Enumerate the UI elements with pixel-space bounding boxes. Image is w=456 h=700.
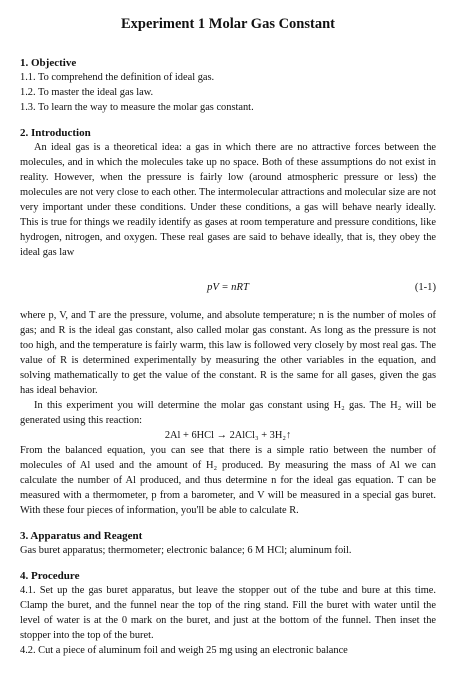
document-title: Experiment 1 Molar Gas Constant	[120, 16, 335, 32]
procedure-step-cut-off: 4.2. Cut a piece of aluminum foil and weigh 25 mg using an electronic balance	[20, 645, 348, 656]
apparatus-section	[20, 530, 436, 558]
objective-section	[20, 57, 436, 115]
introduction-section	[20, 127, 436, 518]
apparatus-text: Gas buret apparatus; thermometer; electronic balance; 6 M HCl; aluminum foil.	[20, 545, 352, 556]
introduction-heading: 2. Introduction	[20, 127, 91, 139]
procedure-section	[20, 570, 436, 658]
ideal-gas-equation	[20, 282, 436, 302]
procedure-step: 4.1. Set up the gas buret apparatus, but leave the stopper out of the tube and bure at this time. Clamp the buret, and the funnel near the top of the ring stand. Fill the buret with water until the level of water is at the 0 mark on the buret, and just at the bottom of the funnel. Then inset the stopper into the top of the buret.	[20, 585, 436, 641]
introduction-paragraph: where p, V, and T are the pressure, volume, and absolute temperature; n is the number of moles of gas; and R is the ideal gas constant, also called molar gas constant. As long as the pressure is not too high, and the temperature is fairly warm, this law is followed very closely by most real gas. The value of R is determined experimentally by measuring the other variables in the equation, and solving mathematically to get the value of the constant. R is the same for all gases, given the gas has ideal behavior.	[20, 310, 436, 396]
reaction-equation: 2Al + 6HCl → 2AlCl₃ + 3H₂↑	[164, 430, 292, 441]
equation-number: (1-1)	[414, 282, 436, 293]
introduction-paragraph: An ideal gas is a theoretical idea: a gas in which there are no attractive forces between the molecules, and in which the molecules take up no space. Both of these assumptions do not exist in reality. However, when the pressure is fairly low (around atmospheric pressure or less) the molecules are not very close to each other. The intermolecular attractions and molecular size are not very important under these conditions. Under these conditions, a gas will behave nearly ideally. This is true for things we readily identify as gases at room temperature and pressure conditions, like hydrogen, nitrogen, and oxygen. These real gases are said to behave ideally, that is, they obey the ideal gas law	[20, 142, 436, 258]
objective-item: 1.1. To comprehend the definition of ideal gas.	[20, 72, 215, 83]
objective-item: 1.2. To master the ideal gas law.	[20, 87, 154, 98]
objective-heading: 1. Objective	[20, 57, 77, 69]
equation-formula: pV = nRT	[207, 282, 249, 293]
introduction-paragraph: In this experiment you will determine the molar gas constant using H₂ gas. The H₂ will be generated using this reaction:	[20, 400, 436, 426]
introduction-paragraph: From the balanced equation, you can see that there is a simple ratio between the number of molecules of Al used and the amount of H₂ produced. By measuring the mass of Al we can calculate the number of Al produced, and thus determine n for the ideal gas equation. T can be measured with a thermometer, p from a barometer, and V will be measured in a special gas buret. With these four pieces of information, you'll be able to calculate R.	[20, 445, 436, 516]
procedure-heading: 4. Procedure	[20, 570, 80, 582]
apparatus-heading: 3. Apparatus and Reagent	[20, 530, 143, 542]
objective-item: 1.3. To learn the way to measure the molar gas constant.	[20, 102, 254, 113]
